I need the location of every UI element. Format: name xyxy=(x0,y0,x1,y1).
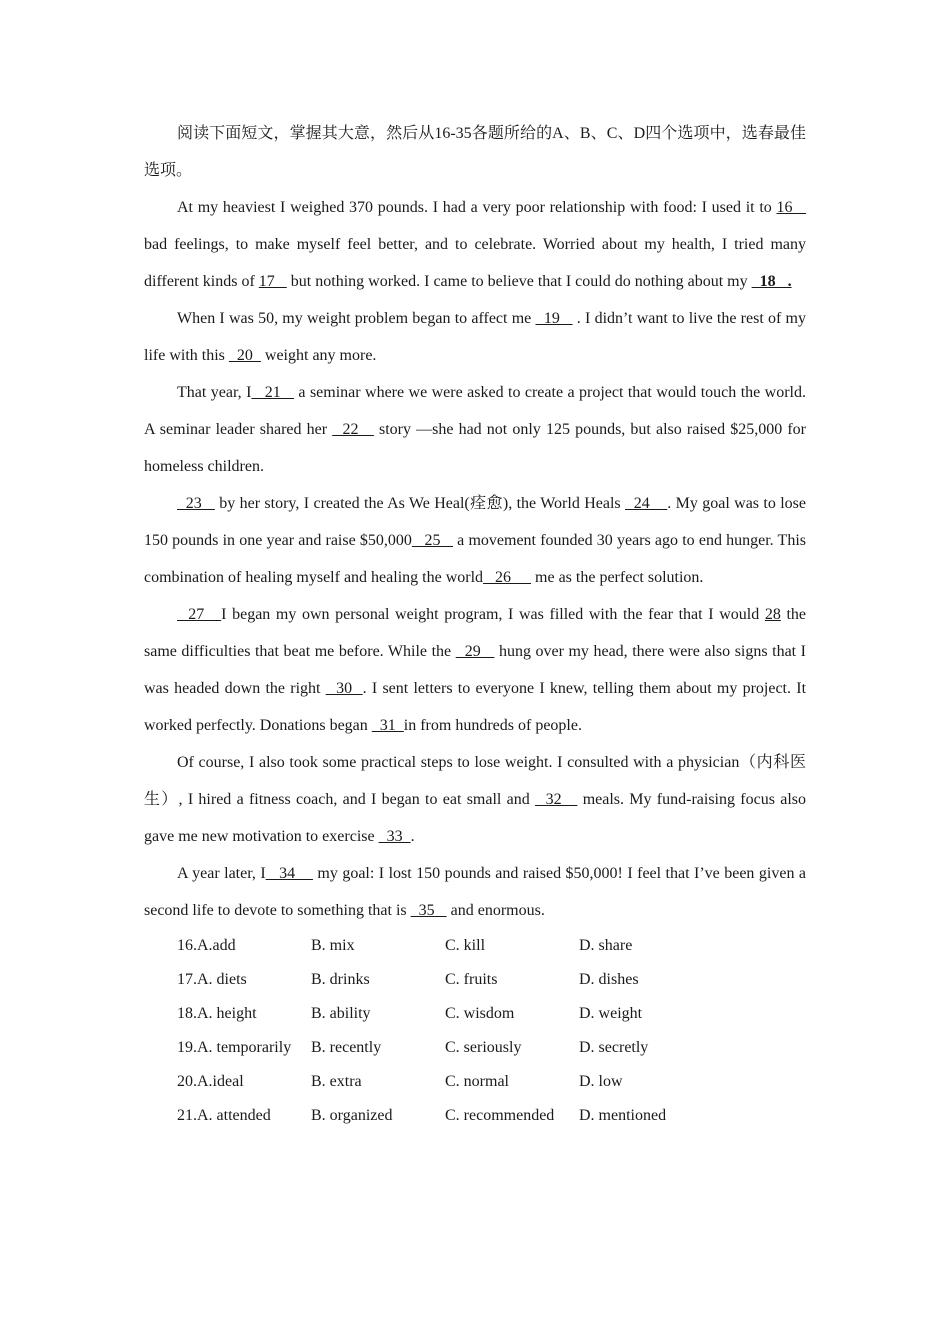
passage-text: When I was 50, my weight problem began to affect me xyxy=(177,310,536,327)
option-choice: D. secretly xyxy=(579,1039,649,1056)
passage-text: in from hundreds of people. xyxy=(403,717,582,734)
answer-blank: 29 xyxy=(455,643,495,660)
passage-paragraph xyxy=(144,485,806,596)
passage-text: A year later, I xyxy=(177,865,266,882)
option-row xyxy=(144,1065,806,1099)
option-choice: 19.A. temporarily xyxy=(177,1039,292,1056)
passage-text: the same difficulties that beat me before. While the xyxy=(144,606,807,660)
passage xyxy=(144,189,806,929)
option-choice: D. share xyxy=(579,937,633,954)
passage-paragraph xyxy=(144,300,806,374)
passage-text: my goal: I lost 150 pounds and raised $50,000! I feel that I’ve been given a second life to devote to something that is xyxy=(144,865,807,919)
answer-blank: 27 xyxy=(177,606,222,623)
option-choice: B. organized xyxy=(311,1107,393,1124)
passage-text: At my heaviest I weighed 370 pounds. I had a very poor relationship with food: I used it to xyxy=(177,199,777,216)
option-choice: B. recently xyxy=(311,1039,382,1056)
answer-options xyxy=(144,929,806,1133)
option-choice: 16.A.add xyxy=(177,937,236,954)
option-choice: C. fruits xyxy=(445,971,498,988)
answer-blank: 16 xyxy=(776,199,807,216)
passage-text: I began my own personal weight program, I was filled with the fear that I would xyxy=(221,606,765,623)
answer-blank: 33 xyxy=(378,828,411,845)
passage-text: Of course, I also took some practical steps to lose weight. I consulted with a physician（内科医生）, I hired a fitness coach, and I began to eat small and xyxy=(144,754,806,808)
passage-text: That year, I xyxy=(177,384,252,401)
answer-blank: 17 xyxy=(258,273,287,290)
option-choice: 21.A. attended xyxy=(177,1107,271,1124)
answer-blank: 32 xyxy=(535,791,578,808)
option-choice: C. wisdom xyxy=(445,1005,515,1022)
answer-blank: 31 xyxy=(371,717,404,734)
answer-blank: 34 xyxy=(265,865,313,882)
passage-text: . I sent letters to everyone I knew, telling them about my project. It worked perfectly. Donations began xyxy=(144,680,807,734)
answer-blank: 20 xyxy=(228,347,261,364)
option-choice: C. normal xyxy=(445,1073,509,1090)
passage-text: and enormous. xyxy=(446,902,545,919)
passage-text: a seminar where we were asked to create a project that would touch the world. A seminar leader shared her xyxy=(144,384,806,438)
answer-blank: 24 xyxy=(625,495,668,512)
answer-blank: 28 xyxy=(764,606,781,623)
answer-blank: 19 xyxy=(535,310,573,327)
passage-paragraph xyxy=(144,189,806,300)
passage-text: . My goal was to lose 150 pounds in one year and raise $50,000 xyxy=(144,495,806,549)
option-choice: C. seriously xyxy=(445,1039,522,1056)
answer-blank: 25 xyxy=(411,532,453,549)
option-choice: 18.A. height xyxy=(177,1005,257,1022)
option-choice: D. mentioned xyxy=(579,1107,667,1124)
option-choice: B. ability xyxy=(311,1005,371,1022)
passage-paragraph xyxy=(144,374,806,485)
passage-text: a movement founded 30 years ago to end hunger. This combination of healing myself and healing the world xyxy=(144,532,807,586)
option-choice: C. kill xyxy=(445,937,486,954)
passage-text: me as the perfect solution. xyxy=(531,569,704,586)
option-choice: D. low xyxy=(579,1073,623,1090)
option-choice: 17.A. diets xyxy=(177,971,247,988)
passage-paragraph xyxy=(144,855,806,929)
answer-blank: 30 xyxy=(325,680,363,697)
option-choice: D. dishes xyxy=(579,971,639,988)
passage-text: story —she had not only 125 pounds, but also raised $25,000 for homeless children. xyxy=(144,421,807,475)
option-row xyxy=(144,963,806,997)
passage-text: . xyxy=(410,828,415,845)
passage-text: but nothing worked. I came to believe that I could do nothing about my xyxy=(286,273,752,290)
option-choice: B. drinks xyxy=(311,971,370,988)
option-row xyxy=(144,997,806,1031)
passage-text: by her story, I created the As We Heal(痊愈), the World Heals xyxy=(214,495,625,512)
option-row xyxy=(144,1099,806,1133)
option-choice: D. weight xyxy=(579,1005,643,1022)
option-choice: C. recommended xyxy=(445,1107,555,1124)
answer-blank: 18 . xyxy=(751,273,792,290)
option-choice: B. mix xyxy=(311,937,355,954)
option-choice: B. extra xyxy=(311,1073,362,1090)
passage-text: hung over my head, there were also signs that I was headed down the right xyxy=(144,643,807,697)
option-row xyxy=(144,929,806,963)
passage-text: meals. My fund-raising focus also gave me new motivation to exercise xyxy=(144,791,806,845)
answer-blank: 22 xyxy=(332,421,374,438)
passage-text: . I didn’t want to live the rest of my life with this xyxy=(144,310,807,364)
instructions: 阅读下面短文，掌握其大意，然后从16-35各题所给的A、B、C、D四个选项中，选春最佳选项。 xyxy=(144,125,806,179)
answer-blank: 35 xyxy=(410,902,447,919)
answer-blank: 26 xyxy=(483,569,532,586)
answer-blank: 23 xyxy=(177,495,215,512)
passage-paragraph xyxy=(144,744,806,855)
option-choice: 20.A.ideal xyxy=(177,1073,244,1090)
answer-blank: 21 xyxy=(251,384,294,401)
passage-text: weight any more. xyxy=(260,347,377,364)
option-row xyxy=(144,1031,806,1065)
passage-text: bad feelings, to make myself feel better, and to celebrate. Worried about my health, I tried many different kinds of xyxy=(144,236,806,290)
passage-paragraph xyxy=(144,596,806,744)
